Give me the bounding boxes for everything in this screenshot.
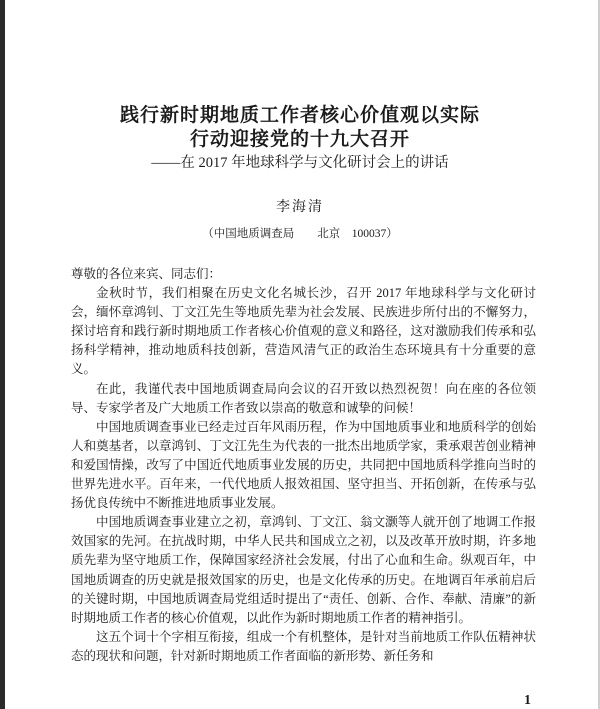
paragraph: 这五个词十个字相互衔接，组成一个有机整体，是针对当前地质工作队伍精神状态的现状和问题，针对新时期地质工作者面临的新形势、新任务和 xyxy=(71,629,536,663)
paragraph: 金秋时节，我们相聚在历史文化名城长沙，召开 2017 年地球科学与文化研讨会，缅怀章鸿钊、丁文江先生等地质先辈为社会发展、民族进步所付出的不懈努力，探讨培育和践行新时期地质工作者核心价值观的意义和路径，这对激励我们传承和弘扬科学精神，推动地质科技创新，营造风清气正的政治生态环境具有十分重要的意义。 xyxy=(71,286,536,377)
title-line-2: 行动迎接党的十九大召开 xyxy=(189,128,410,150)
author-affiliation: （中国地质调查局 北京 100037） xyxy=(202,228,398,240)
speech-body xyxy=(71,265,536,666)
paragraph: 中国地质调查事业建立之初，章鸿钊、丁文江、翁文灏等人就开创了地调工作报效国家的先河。在抗战时期，中华人民共和国成立之初，以及改革开放时期，许多地质先辈为坚守地质工作，保障国家经济社会发展，付出了心血和生命。纵观百年，中国地质调查的历史就是报效国家的历史，也是文化传承的历史。在地调百年承前启后的关键时期，中国地质调查局党组适时提出了“责任、创新、合作、奉献、清廉”的新时期地质工作者的核心价值观，以此作为新时期地质工作者的精神指引。 xyxy=(71,515,536,625)
author-name: 李海清 xyxy=(276,200,324,215)
salutation: 尊敬的各位来宾、同志们： xyxy=(71,267,222,281)
page-number: 1 xyxy=(524,693,531,708)
paragraph: 中国地质调查事业已经走过百年风雨历程，作为中国地质事业和地质科学的创始人和奠基者，以章鸿钊、丁文江先生为代表的一批杰出地质学家，秉承艰苦创业精神和爱国情操，改写了中国近代地质事业发展的历史，共同把中国地质科学推向当时的世界先进水平。百年来，一代代地质人报效祖国、坚守担当、开拓创新，在传承与弘扬优良传统中不断推进地质事业发展。 xyxy=(71,419,536,511)
title-line-1: 践行新时期地质工作者核心价值观以实际 xyxy=(119,104,480,126)
paragraph: 在此，我谨代表中国地质调查局向会议的召开致以热烈祝贺！向在座的各位领导、专家学者及广大地质工作者致以崇高的敬意和诚挚的问候！ xyxy=(71,381,536,415)
subtitle: ——在 2017 年地球科学与文化研讨会上的讲话 xyxy=(151,155,449,171)
